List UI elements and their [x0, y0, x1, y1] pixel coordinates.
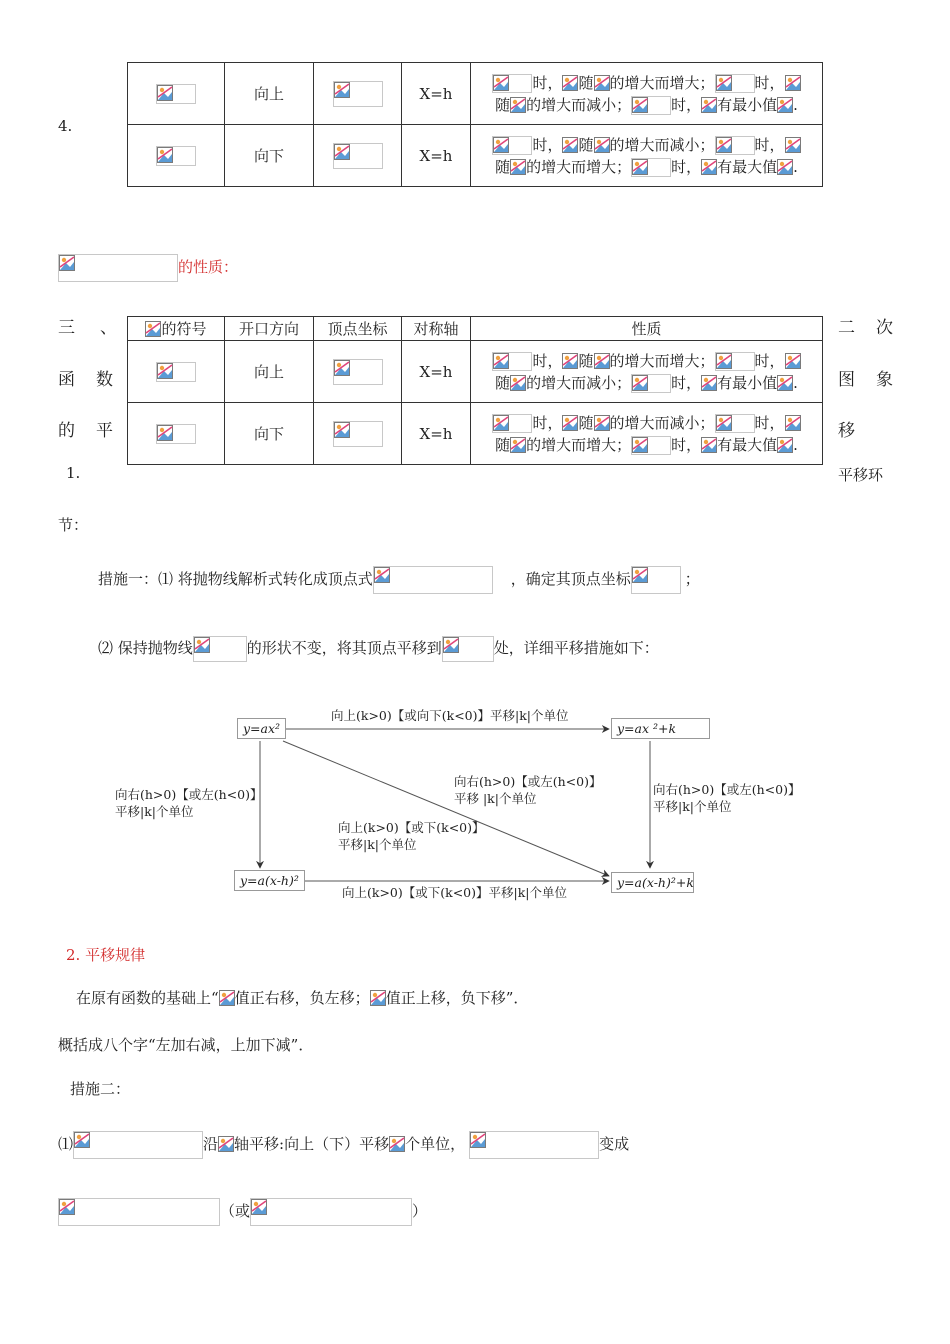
label-diag-2: 平移 |k|个单位 [454, 791, 537, 806]
label-right-2: 平移|k|个单位 [653, 799, 732, 814]
opening-direction: 向下 [225, 125, 314, 187]
method2-line1: ⑴ 沿 轴平移:向上（下）平移 个单位， 变成 [58, 1131, 629, 1159]
rule-line2: 概括成八个字“左加右减，上加下减”． [58, 1036, 314, 1054]
opening-direction: 向上 [225, 341, 314, 403]
rule-line1: 在原有函数的基础上“ 值正右移，负左移； 值正上移，负下移”． [76, 989, 529, 1007]
formula-box-vertex-plus-k: y=a(x-h)²+k [611, 872, 694, 893]
formula-box-ax2: y=ax² [237, 718, 286, 739]
property-text: 时， 随 的增大而减小； 时， 随 的增大而增大； 时， 有最大值 . [471, 403, 823, 465]
label-diag-1: 向右(h>0)【或左(h<0)】 [454, 774, 602, 789]
header-vertex: 顶点坐标 [314, 317, 402, 341]
formula-box-ax2-plus-k: y=ax ²+k [611, 718, 710, 739]
properties-heading: 的性质： [58, 254, 238, 282]
opening-direction: 向上 [225, 63, 314, 125]
label-left-2: 平移|k|个单位 [115, 804, 194, 819]
opening-direction: 向下 [225, 403, 314, 465]
method1-line1: 措施一：⑴ 将抛物线解析式转化成顶点式 ，确定其顶点坐标 ； [98, 566, 700, 594]
property-text: 时， 随 的增大而增大； 时， 随 的增大而减小； 时， 有最小值 . [471, 63, 823, 125]
label-right-1: 向右(h>0)【或左(h<0)】 [653, 782, 801, 797]
symmetry-axis: X=h [402, 403, 471, 465]
method2-line2: （或 ） [58, 1198, 427, 1226]
header-direction: 开口方向 [225, 317, 314, 341]
header-axis: 对称轴 [402, 317, 471, 341]
header-property: 性质 [471, 317, 823, 341]
property-text: 时， 随 的增大而增大； 时， 随 的增大而减小； 时， 有最小值 . [471, 341, 823, 403]
label-diag-3: 向上(k>0)【或下(k<0)】 [338, 820, 485, 835]
label-left-1: 向右(h>0)【或左(h<0)】 [115, 787, 263, 802]
symmetry-axis: X=h [402, 341, 471, 403]
method1-line2: ⑵ 保持抛物线 的形状不变，将其顶点平移到 处，详细平移措施如下： [98, 636, 659, 662]
formula-box-vertex: y=a(x-h)² [234, 870, 305, 891]
broken-image-icon [58, 1198, 220, 1226]
property-text: 时， 随 的增大而减小； 时， 随 的增大而增大； 时， 有最大值 . [471, 125, 823, 187]
symmetry-axis: X=h [402, 125, 471, 187]
header-sign: 的符号 [128, 317, 225, 341]
row-label: 4. [58, 117, 73, 135]
label-bottom: 向上(k>0)【或下(k<0)】平移|k|个单位 [342, 885, 568, 900]
rule-heading: 2. 平移规律 [66, 946, 146, 964]
method2-heading: 措施二： [70, 1080, 131, 1098]
label-top: 向上(k>0)【或向下(k<0)】平移|k|个单位 [331, 708, 569, 723]
broken-image-icon [250, 1198, 412, 1226]
label-diag-4: 平移|k|个单位 [338, 837, 417, 852]
broken-image-icon [469, 1131, 599, 1159]
broken-image-icon [73, 1131, 203, 1159]
symmetry-axis: X=h [402, 63, 471, 125]
